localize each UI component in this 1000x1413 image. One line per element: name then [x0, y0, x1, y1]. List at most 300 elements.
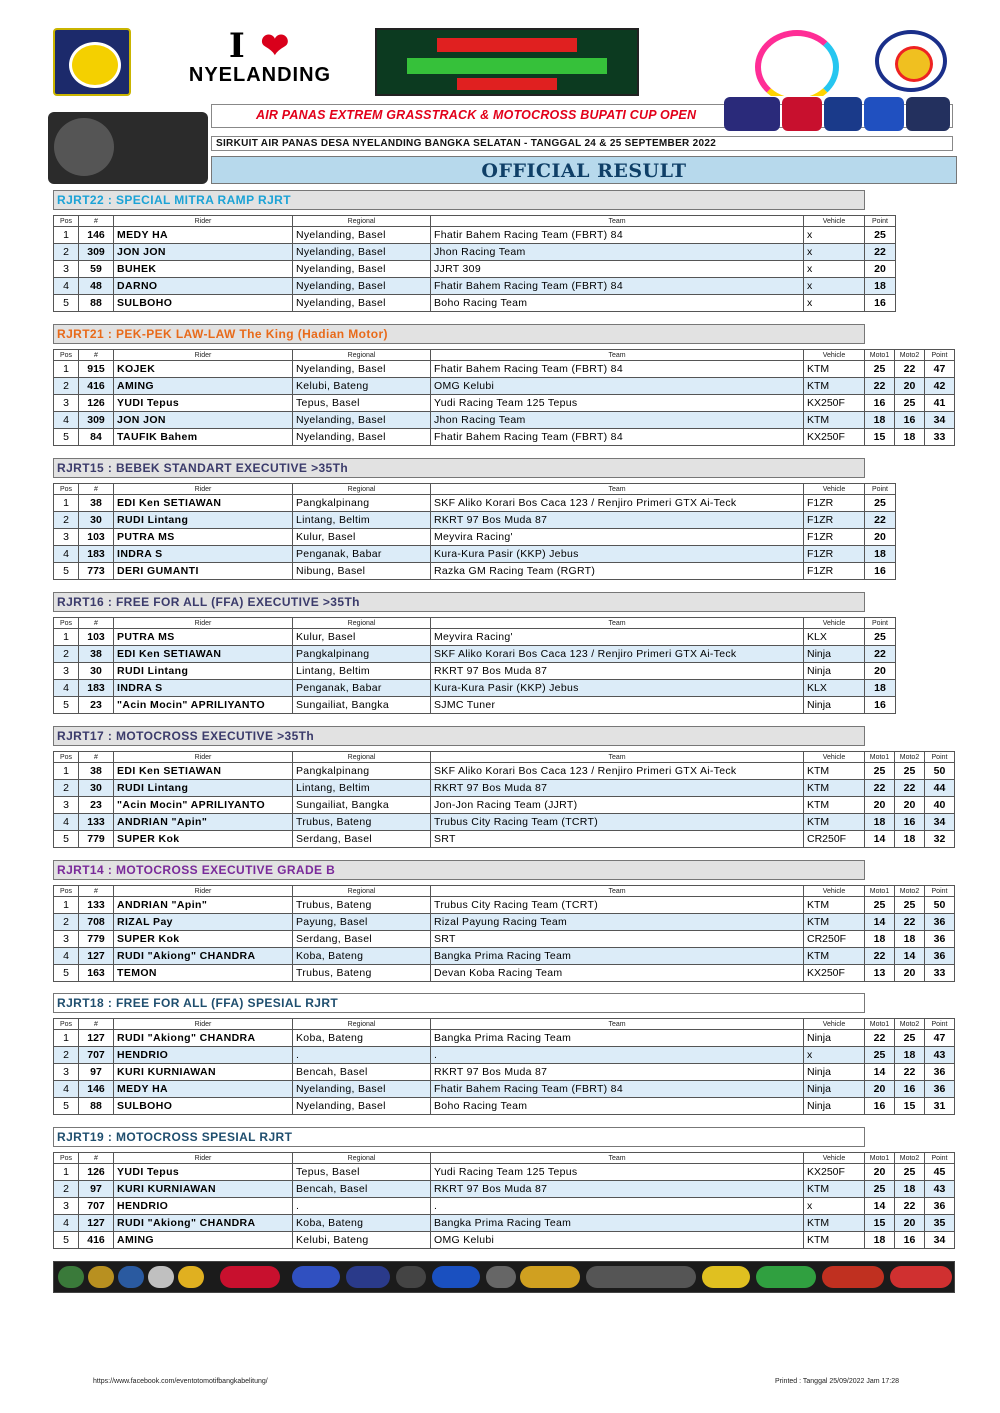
- cell-rider: RUDI Lintang: [114, 663, 293, 680]
- result-row: [54, 914, 955, 931]
- cell-point: 50: [925, 897, 955, 914]
- cell-rider: EDI Ken SETIAWAN: [114, 763, 293, 780]
- cell-pos: 3: [54, 1064, 79, 1081]
- cell-point: 25: [865, 629, 896, 646]
- cell-pos: 4: [54, 680, 79, 697]
- column-header-row: [54, 886, 955, 897]
- result-row: [54, 563, 896, 580]
- cell-rider: RUDI "Akiong" CHANDRA: [114, 948, 293, 965]
- cell-point: 47: [925, 361, 955, 378]
- cell-pos: 2: [54, 512, 79, 529]
- cell-num: 30: [79, 780, 114, 797]
- cell-regional: Kulur, Basel: [293, 529, 431, 546]
- cell-rider: KURI KURNIAWAN: [114, 1064, 293, 1081]
- cell-point: 36: [925, 931, 955, 948]
- cell-num: 127: [79, 1030, 114, 1047]
- column-header-pos: Pos: [54, 752, 79, 763]
- cell-moto2: 16: [895, 1081, 925, 1098]
- cell-rider: AMING: [114, 378, 293, 395]
- cell-moto2: 22: [895, 1064, 925, 1081]
- column-header-num: #: [79, 1019, 114, 1030]
- result-row: [54, 1081, 955, 1098]
- column-header-point: Point: [925, 886, 955, 897]
- column-header-rider: Rider: [114, 484, 293, 495]
- cell-moto1: 25: [865, 1047, 895, 1064]
- page-title: OFFICIAL RESULT: [481, 160, 687, 182]
- cell-rider: KOJEK: [114, 361, 293, 378]
- cell-vehicle: F1ZR: [804, 512, 865, 529]
- column-header-num: #: [79, 216, 114, 227]
- column-header-row: [54, 618, 896, 629]
- sponsor-badge: [118, 1266, 144, 1288]
- cell-regional: Trubus, Bateng: [293, 897, 431, 914]
- column-header-moto1: Moto1: [865, 752, 895, 763]
- cell-pos: 1: [54, 763, 79, 780]
- result-row: [54, 429, 955, 446]
- cell-moto2: 22: [895, 361, 925, 378]
- cell-point: 18: [865, 546, 896, 563]
- cell-point: 16: [865, 563, 896, 580]
- cell-point: 25: [865, 495, 896, 512]
- sponsor-badge: [58, 1266, 84, 1288]
- cell-pos: 2: [54, 244, 79, 261]
- result-row: [54, 1198, 955, 1215]
- sponsor-badge: [822, 1266, 884, 1288]
- column-header-vehicle: Vehicle: [804, 1153, 865, 1164]
- cell-regional: Nyelanding, Basel: [293, 278, 431, 295]
- column-header-pos: Pos: [54, 484, 79, 495]
- mascot-image: [48, 112, 208, 184]
- sponsor-badge: [178, 1266, 204, 1288]
- column-header-team: Team: [431, 886, 804, 897]
- cell-moto2: 18: [895, 931, 925, 948]
- cell-point: 36: [925, 1064, 955, 1081]
- column-header-pos: Pos: [54, 618, 79, 629]
- cell-team: Fhatir Bahem Racing Team (FBRT) 84: [431, 1081, 804, 1098]
- cell-vehicle: CR250F: [804, 831, 865, 848]
- cell-team: Razka GM Racing Team (RGRT): [431, 563, 804, 580]
- cell-team: SKF Aliko Korari Bos Caca 123 / Renjiro Primeri GTX Ai-Teck: [431, 495, 804, 512]
- cell-vehicle: Ninja: [804, 697, 865, 714]
- cell-team: Bangka Prima Racing Team: [431, 948, 804, 965]
- column-header-rider: Rider: [114, 1153, 293, 1164]
- heart-icon: ❤: [260, 28, 292, 66]
- cell-regional: Bencah, Basel: [293, 1181, 431, 1198]
- cell-rider: KURI KURNIAWAN: [114, 1181, 293, 1198]
- cell-rider: MEDY HA: [114, 1081, 293, 1098]
- cell-team: Meyvira Racing': [431, 529, 804, 546]
- column-header-row: [54, 1153, 955, 1164]
- cell-rider: TEMON: [114, 965, 293, 982]
- cell-regional: Nyelanding, Basel: [293, 1098, 431, 1115]
- sponsor-chip: [782, 97, 822, 131]
- column-header-team: Team: [431, 752, 804, 763]
- result-row: [54, 1215, 955, 1232]
- cell-point: 34: [925, 1232, 955, 1249]
- cell-regional: Lintang, Beltim: [293, 780, 431, 797]
- cell-regional: Kelubi, Bateng: [293, 378, 431, 395]
- column-header-vehicle: Vehicle: [804, 618, 865, 629]
- column-header-point: Point: [865, 216, 896, 227]
- result-row: [54, 361, 955, 378]
- cell-moto2: 22: [895, 780, 925, 797]
- cell-team: SKF Aliko Korari Bos Caca 123 / Renjiro Primeri GTX Ai-Teck: [431, 646, 804, 663]
- result-row: [54, 831, 955, 848]
- sponsor-badge: [220, 1266, 280, 1288]
- cell-team: Jhon Racing Team: [431, 412, 804, 429]
- cell-point: 40: [925, 797, 955, 814]
- sponsor-badge: [292, 1266, 340, 1288]
- cell-num: 23: [79, 797, 114, 814]
- sponsor-badge: [432, 1266, 480, 1288]
- cell-moto1: 13: [865, 965, 895, 982]
- sponsor-chip: [864, 97, 904, 131]
- cell-regional: Trubus, Bateng: [293, 814, 431, 831]
- sponsor-badge: [890, 1266, 952, 1288]
- cell-team: Fhatir Bahem Racing Team (FBRT) 84: [431, 361, 804, 378]
- result-row: [54, 1098, 955, 1115]
- i-love-nyelanding-logo: I ❤ NYELANDING: [181, 28, 339, 96]
- cell-team: Jhon Racing Team: [431, 244, 804, 261]
- column-header-regional: Regional: [293, 752, 431, 763]
- column-header-regional: Regional: [293, 1153, 431, 1164]
- cell-pos: 3: [54, 931, 79, 948]
- column-header-moto2: Moto2: [895, 886, 925, 897]
- cell-num: 38: [79, 495, 114, 512]
- result-row: [54, 1181, 955, 1198]
- cell-vehicle: KTM: [804, 914, 865, 931]
- sponsor-badge: [520, 1266, 580, 1288]
- column-header-pos: Pos: [54, 1019, 79, 1030]
- cell-rider: INDRA S: [114, 680, 293, 697]
- cell-vehicle: KX250F: [804, 429, 865, 446]
- cell-moto1: 20: [865, 797, 895, 814]
- cell-rider: RUDI "Akiong" CHANDRA: [114, 1215, 293, 1232]
- column-header-team: Team: [431, 1019, 804, 1030]
- cell-moto2: 16: [895, 412, 925, 429]
- result-row: [54, 495, 896, 512]
- cell-team: Fhatir Bahem Racing Team (FBRT) 84: [431, 278, 804, 295]
- cell-team: Kura-Kura Pasir (KKP) Jebus: [431, 680, 804, 697]
- cell-team: Fhatir Bahem Racing Team (FBRT) 84: [431, 227, 804, 244]
- cell-vehicle: KX250F: [804, 965, 865, 982]
- cell-team: Yudi Racing Team 125 Tepus: [431, 395, 804, 412]
- sponsor-badge: [486, 1266, 516, 1288]
- cell-team: SRT: [431, 931, 804, 948]
- cell-moto1: 16: [865, 395, 895, 412]
- results-table: [53, 751, 955, 848]
- cell-moto2: 18: [895, 1181, 925, 1198]
- cell-vehicle: KX250F: [804, 1164, 865, 1181]
- cell-num: 88: [79, 1098, 114, 1115]
- cell-point: 16: [865, 697, 896, 714]
- cell-num: 309: [79, 412, 114, 429]
- cell-num: 127: [79, 1215, 114, 1232]
- cell-vehicle: CR250F: [804, 931, 865, 948]
- cell-vehicle: Ninja: [804, 1064, 865, 1081]
- results-table: [53, 215, 896, 312]
- cell-moto1: 22: [865, 1030, 895, 1047]
- result-row: [54, 646, 896, 663]
- column-header-team: Team: [431, 484, 804, 495]
- cell-pos: 3: [54, 1198, 79, 1215]
- sponsor-logo-row: [53, 28, 955, 98]
- cell-regional: Nyelanding, Basel: [293, 244, 431, 261]
- cell-point: 43: [925, 1181, 955, 1198]
- cell-regional: .: [293, 1047, 431, 1064]
- cell-pos: 4: [54, 948, 79, 965]
- cell-moto1: 15: [865, 429, 895, 446]
- cell-moto2: 15: [895, 1098, 925, 1115]
- cell-team: OMG Kelubi: [431, 378, 804, 395]
- cell-moto1: 18: [865, 931, 895, 948]
- cell-point: 16: [865, 295, 896, 312]
- cell-moto2: 20: [895, 1215, 925, 1232]
- cell-team: SJMC Tuner: [431, 697, 804, 714]
- cell-moto2: 22: [895, 914, 925, 931]
- cell-team: Devan Koba Racing Team: [431, 965, 804, 982]
- cell-team: Kura-Kura Pasir (KKP) Jebus: [431, 546, 804, 563]
- cell-team: Boho Racing Team: [431, 295, 804, 312]
- class-header: [53, 860, 865, 880]
- sponsor-badge: [148, 1266, 174, 1288]
- cell-point: 20: [865, 261, 896, 278]
- venue-text: SIRKUIT AIR PANAS DESA NYELANDING BANGKA SELATAN - TANGGAL 24 & 25 SEPTEMBER 2022: [216, 138, 717, 149]
- cell-point: 34: [925, 412, 955, 429]
- cell-regional: Koba, Bateng: [293, 1215, 431, 1232]
- cell-vehicle: Ninja: [804, 1030, 865, 1047]
- cell-moto1: 25: [865, 361, 895, 378]
- cell-regional: Bencah, Basel: [293, 1064, 431, 1081]
- cell-rider: HENDRIO: [114, 1198, 293, 1215]
- column-header-point: Point: [925, 1153, 955, 1164]
- sponsor-badge: [346, 1266, 390, 1288]
- cell-vehicle: Ninja: [804, 1098, 865, 1115]
- cell-rider: "Acin Mocin" APRILIYANTO: [114, 697, 293, 714]
- results-table: [53, 349, 955, 446]
- cell-point: 20: [865, 529, 896, 546]
- result-row: [54, 278, 896, 295]
- column-header-moto1: Moto1: [865, 886, 895, 897]
- cell-point: 18: [865, 278, 896, 295]
- column-header-point: Point: [865, 484, 896, 495]
- sponsor-badge: [88, 1266, 114, 1288]
- column-header-rider: Rider: [114, 216, 293, 227]
- cell-pos: 5: [54, 965, 79, 982]
- column-header-point: Point: [925, 1019, 955, 1030]
- cell-rider: AMING: [114, 1232, 293, 1249]
- column-header-team: Team: [431, 216, 804, 227]
- result-row: [54, 227, 896, 244]
- cell-vehicle: KTM: [804, 763, 865, 780]
- cell-vehicle: KTM: [804, 780, 865, 797]
- cell-pos: 2: [54, 914, 79, 931]
- logo-town-text: NYELANDING: [188, 64, 332, 86]
- cell-rider: RIZAL Pay: [114, 914, 293, 931]
- cell-point: 42: [925, 378, 955, 395]
- cell-regional: Pangkalpinang: [293, 646, 431, 663]
- cell-pos: 4: [54, 278, 79, 295]
- result-row: [54, 512, 896, 529]
- event-title-band: [211, 104, 953, 128]
- class-title: RJRT14 : MOTOCROSS EXECUTIVE GRADE B: [57, 863, 336, 877]
- cell-pos: 3: [54, 529, 79, 546]
- cell-regional: Kelubi, Bateng: [293, 1232, 431, 1249]
- cell-vehicle: F1ZR: [804, 563, 865, 580]
- cell-regional: Nyelanding, Basel: [293, 1081, 431, 1098]
- cell-pos: 1: [54, 1030, 79, 1047]
- cell-moto2: 18: [895, 831, 925, 848]
- cell-point: 20: [865, 663, 896, 680]
- cell-moto2: 25: [895, 897, 925, 914]
- cell-vehicle: KTM: [804, 797, 865, 814]
- cell-num: 707: [79, 1047, 114, 1064]
- venue-band: [211, 136, 953, 151]
- cell-vehicle: x: [804, 227, 865, 244]
- cell-team: Fhatir Bahem Racing Team (FBRT) 84: [431, 429, 804, 446]
- cell-num: 97: [79, 1181, 114, 1198]
- cell-regional: Payung, Basel: [293, 914, 431, 931]
- cell-moto2: 18: [895, 429, 925, 446]
- result-row: [54, 697, 896, 714]
- cell-regional: Nibung, Basel: [293, 563, 431, 580]
- cell-moto2: 20: [895, 965, 925, 982]
- cell-vehicle: KTM: [804, 897, 865, 914]
- cell-team: RKRT 97 Bos Muda 87: [431, 512, 804, 529]
- column-header-rider: Rider: [114, 618, 293, 629]
- result-row: [54, 395, 955, 412]
- cell-vehicle: KX250F: [804, 395, 865, 412]
- cell-vehicle: KTM: [804, 814, 865, 831]
- cell-num: 707: [79, 1198, 114, 1215]
- cell-team: RKRT 97 Bos Muda 87: [431, 1064, 804, 1081]
- cell-point: 31: [925, 1098, 955, 1115]
- cell-moto1: 18: [865, 814, 895, 831]
- results-table: [53, 1152, 955, 1249]
- cell-moto1: 20: [865, 1164, 895, 1181]
- cell-num: 30: [79, 512, 114, 529]
- result-row: [54, 948, 955, 965]
- class-title: RJRT16 : FREE FOR ALL (FFA) EXECUTIVE >35Th: [57, 595, 360, 609]
- column-header-num: #: [79, 752, 114, 763]
- column-header-num: #: [79, 484, 114, 495]
- class-header: [53, 592, 865, 612]
- cell-regional: Kulur, Basel: [293, 629, 431, 646]
- cell-point: 18: [865, 680, 896, 697]
- column-header-num: #: [79, 350, 114, 361]
- cell-vehicle: KLX: [804, 680, 865, 697]
- cell-rider: DARNO: [114, 278, 293, 295]
- cell-num: 915: [79, 361, 114, 378]
- cell-moto2: 16: [895, 814, 925, 831]
- result-row: [54, 261, 896, 278]
- result-row: [54, 663, 896, 680]
- result-row: [54, 1064, 955, 1081]
- class-title: RJRT22 : SPECIAL MITRA RAMP RJRT: [57, 193, 291, 207]
- cell-team: JJRT 309: [431, 261, 804, 278]
- cell-rider: RUDI Lintang: [114, 780, 293, 797]
- results-table: [53, 483, 896, 580]
- cell-num: 23: [79, 697, 114, 714]
- cell-moto1: 22: [865, 780, 895, 797]
- cell-team: .: [431, 1198, 804, 1215]
- results-table: [53, 1018, 955, 1115]
- cell-vehicle: KTM: [804, 1181, 865, 1198]
- cell-num: 97: [79, 1064, 114, 1081]
- cell-moto2: 25: [895, 763, 925, 780]
- column-header-moto2: Moto2: [895, 1153, 925, 1164]
- cell-point: 22: [865, 646, 896, 663]
- column-header-row: [54, 752, 955, 763]
- cell-pos: 1: [54, 1164, 79, 1181]
- cell-moto2: 25: [895, 1164, 925, 1181]
- event-title: AIR PANAS EXTREM GRASSTRACK & MOTOCROSS BUPATI CUP OPEN: [256, 108, 697, 122]
- cell-pos: 3: [54, 261, 79, 278]
- column-header-num: #: [79, 1153, 114, 1164]
- column-header-vehicle: Vehicle: [804, 484, 865, 495]
- cell-pos: 2: [54, 780, 79, 797]
- cell-num: 708: [79, 914, 114, 931]
- column-header-num: #: [79, 886, 114, 897]
- cell-point: 36: [925, 914, 955, 931]
- cell-num: 779: [79, 931, 114, 948]
- cell-num: 127: [79, 948, 114, 965]
- cell-team: Meyvira Racing': [431, 629, 804, 646]
- column-header-vehicle: Vehicle: [804, 752, 865, 763]
- cell-num: 103: [79, 529, 114, 546]
- cell-vehicle: F1ZR: [804, 546, 865, 563]
- column-header-point: Point: [865, 618, 896, 629]
- cell-regional: Sungailiat, Bangka: [293, 697, 431, 714]
- column-header-regional: Regional: [293, 618, 431, 629]
- cell-pos: 4: [54, 1215, 79, 1232]
- cell-team: .: [431, 1047, 804, 1064]
- cell-team: Bangka Prima Racing Team: [431, 1215, 804, 1232]
- class-title: RJRT18 : FREE FOR ALL (FFA) SPESIAL RJRT: [57, 996, 339, 1010]
- column-header-point: Point: [925, 752, 955, 763]
- cell-pos: 1: [54, 495, 79, 512]
- column-header-num: #: [79, 618, 114, 629]
- cell-point: 33: [925, 429, 955, 446]
- cell-num: 30: [79, 663, 114, 680]
- cell-vehicle: KTM: [804, 412, 865, 429]
- cell-num: 126: [79, 1164, 114, 1181]
- column-header-vehicle: Vehicle: [804, 350, 865, 361]
- sponsor-badge: [396, 1266, 426, 1288]
- cell-rider: SUPER Kok: [114, 931, 293, 948]
- cell-pos: 4: [54, 1081, 79, 1098]
- column-header-pos: Pos: [54, 886, 79, 897]
- cell-vehicle: x: [804, 278, 865, 295]
- cell-num: 416: [79, 1232, 114, 1249]
- cell-num: 779: [79, 831, 114, 848]
- cell-moto1: 25: [865, 763, 895, 780]
- column-header-rider: Rider: [114, 1019, 293, 1030]
- cell-vehicle: F1ZR: [804, 495, 865, 512]
- cell-rider: EDI Ken SETIAWAN: [114, 495, 293, 512]
- cell-rider: ANDRIAN "Apin": [114, 814, 293, 831]
- cell-vehicle: Ninja: [804, 1081, 865, 1098]
- cell-pos: 3: [54, 797, 79, 814]
- cell-regional: Nyelanding, Basel: [293, 412, 431, 429]
- cell-rider: YUDI Tepus: [114, 1164, 293, 1181]
- cell-num: 309: [79, 244, 114, 261]
- column-header-moto1: Moto1: [865, 1153, 895, 1164]
- column-header-moto2: Moto2: [895, 752, 925, 763]
- cell-rider: RUDI Lintang: [114, 512, 293, 529]
- result-row: [54, 763, 955, 780]
- cell-regional: Penganak, Babar: [293, 680, 431, 697]
